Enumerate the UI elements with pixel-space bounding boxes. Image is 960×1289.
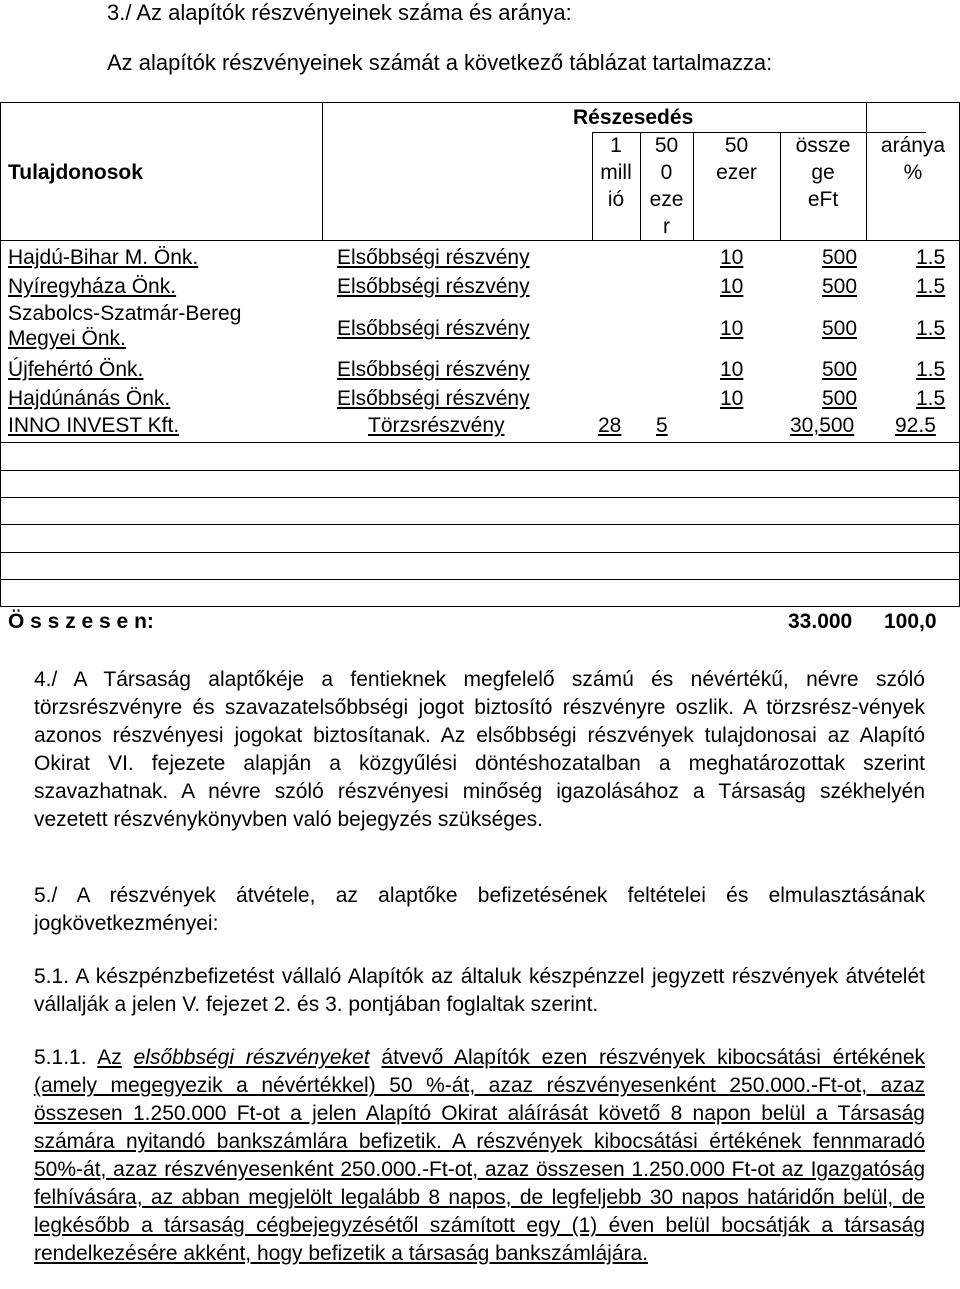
totals-ratio: 100,0 <box>884 610 937 633</box>
row-c1: 28 <box>598 414 622 437</box>
row-owner-line1: Szabolcs-Szatmár-Bereg <box>8 302 242 325</box>
section3-heading: 3./ Az alapítók részvényeinek száma és aránya: <box>107 0 572 25</box>
row-line <box>0 470 960 471</box>
row-total: 500 <box>822 246 858 269</box>
col-divider <box>322 102 323 240</box>
header-col-total: össze ge eFt <box>795 134 851 211</box>
row-line <box>0 442 960 443</box>
row-type: Elsőbbségi részvény <box>337 246 530 269</box>
row-total: 500 <box>822 275 858 298</box>
row-owner: Újfehértó Önk. <box>8 358 144 381</box>
row-ratio: 1.5 <box>916 246 946 269</box>
row-ratio: 1.5 <box>916 317 946 340</box>
row-c3: 10 <box>720 275 744 298</box>
header-bottom-line <box>0 240 960 241</box>
row-owner-line2: Megyei Önk. <box>8 327 126 350</box>
header-col-500k: 50 0 eze r <box>649 134 684 238</box>
totals-amount: 33.000 <box>788 610 853 633</box>
section3-intro: Az alapítók részvényeinek számát a következő táblázat tartalmazza: <box>107 50 773 75</box>
header-col-50k: 50 ezer <box>716 134 757 184</box>
row-owner: Nyíregyháza Önk. <box>8 275 177 298</box>
header-col-ratio: aránya % <box>880 134 946 184</box>
row-type: Elsőbbségi részvény <box>337 317 530 340</box>
header-col-1m: 1 mill ió <box>600 134 632 211</box>
row-total: 30,500 <box>790 414 855 437</box>
row-c3: 10 <box>720 246 744 269</box>
row-line <box>0 579 960 580</box>
row-owner: INNO INVEST Kft. <box>8 414 180 437</box>
section511-paragraph <box>34 1044 925 1268</box>
section511-prefix: 5.1.1. <box>34 1046 87 1069</box>
row-total: 500 <box>822 358 858 381</box>
row-ratio: 1.5 <box>916 275 946 298</box>
row-type: Elsőbbségi részvény <box>337 275 530 298</box>
row-c3: 10 <box>720 358 744 381</box>
section5-paragraph: 5./ A részvények átvétele, az alaptőke befizetésének feltételei és elmulasztásának jogkövetkezményei: <box>34 884 925 935</box>
row-c3: 10 <box>720 387 744 410</box>
row-total: 500 <box>822 317 858 340</box>
row-owner: Hajdúnánás Önk. <box>8 387 171 410</box>
ownership-table <box>0 102 960 642</box>
section4-paragraph: 4./ A Társaság alaptőkéje a fentieknek megfelelő számú és névértékű, névre szóló törzsrészvényre és szavazatelsőbbségi jogot biztosító részvényre oszlik. A törzsrész-vények azonos részvényesi jogokat biztosítanak. Az elsőbbségi részvények tulajdonosai az Alapító Okirat VI. fejezete alapján a közgyűlési döntéshozatalban a meghatározottak szerint szavazhatnak. A névre szóló részvényesi minőség igazolásához a Társaság székhelyén vezetett részvénykönyvben való bejegyzés szükséges. <box>34 668 925 831</box>
row-line <box>0 524 960 525</box>
table-border-left <box>0 102 1 606</box>
section51-paragraph: 5.1. A készpénzbefizetést vállaló Alapítók az általuk készpénzzel jegyzett részvények átvételét vállalják a jelen V. fejezet 2. és 3. pontjában foglaltak szerint. <box>34 965 925 1016</box>
row-total: 500 <box>822 387 858 410</box>
row-line <box>0 552 960 553</box>
row-type: Elsőbbségi részvény <box>337 387 530 410</box>
section511-rest: átvevő Alapítók ezen részvények kibocsátási értékének (amely megegyezik a névértékkel) 50 %-át, azaz részvényesenként 250.000.-Ft-ot, azaz összesen 1.250.000 Ft-ot a jelen Alapító Okirat aláírását követő 8 napon belül a Társaság számára nyitandó bankszámlára befizetik. A részvények kibocsátási értékének fennmaradó 50%-át, azaz részvényesenként 250.000.-Ft-ot, azaz összesen 1.250.000 Ft-ot az Igazgatóság felhívására, az abban megjelölt legalább 8 napos, de legfeljebb 30 napos határidőn belül, de legkésőbb a társaság cégbejegyzésétől számított egy (1) éven belül bocsátják a társaság rendelkezésére akként, hogy befizetik a társaság bankszámlájára. <box>34 1046 926 1265</box>
section511-part1: Az <box>97 1046 122 1069</box>
header-owners: Tulajdonosok <box>8 161 143 184</box>
row-ratio: 1.5 <box>916 387 946 410</box>
row-owner: Hajdú-Bihar M. Önk. <box>8 246 199 269</box>
row-type: Elsőbbségi részvény <box>337 358 530 381</box>
row-ratio: 1.5 <box>916 358 946 381</box>
row-c3: 10 <box>720 317 744 340</box>
totals-label: Ö s s z e s e n: <box>8 610 154 633</box>
header-share: Részesedés <box>573 106 694 129</box>
row-line <box>0 497 960 498</box>
table-border-top <box>0 102 960 103</box>
row-type: Törzsrészvény <box>368 414 505 437</box>
row-ratio: 92.5 <box>895 414 936 437</box>
section511-italic: elsőbbségi részvényeket <box>133 1046 370 1069</box>
row-c2: 5 <box>656 414 668 437</box>
table-border-bottom <box>0 606 960 607</box>
